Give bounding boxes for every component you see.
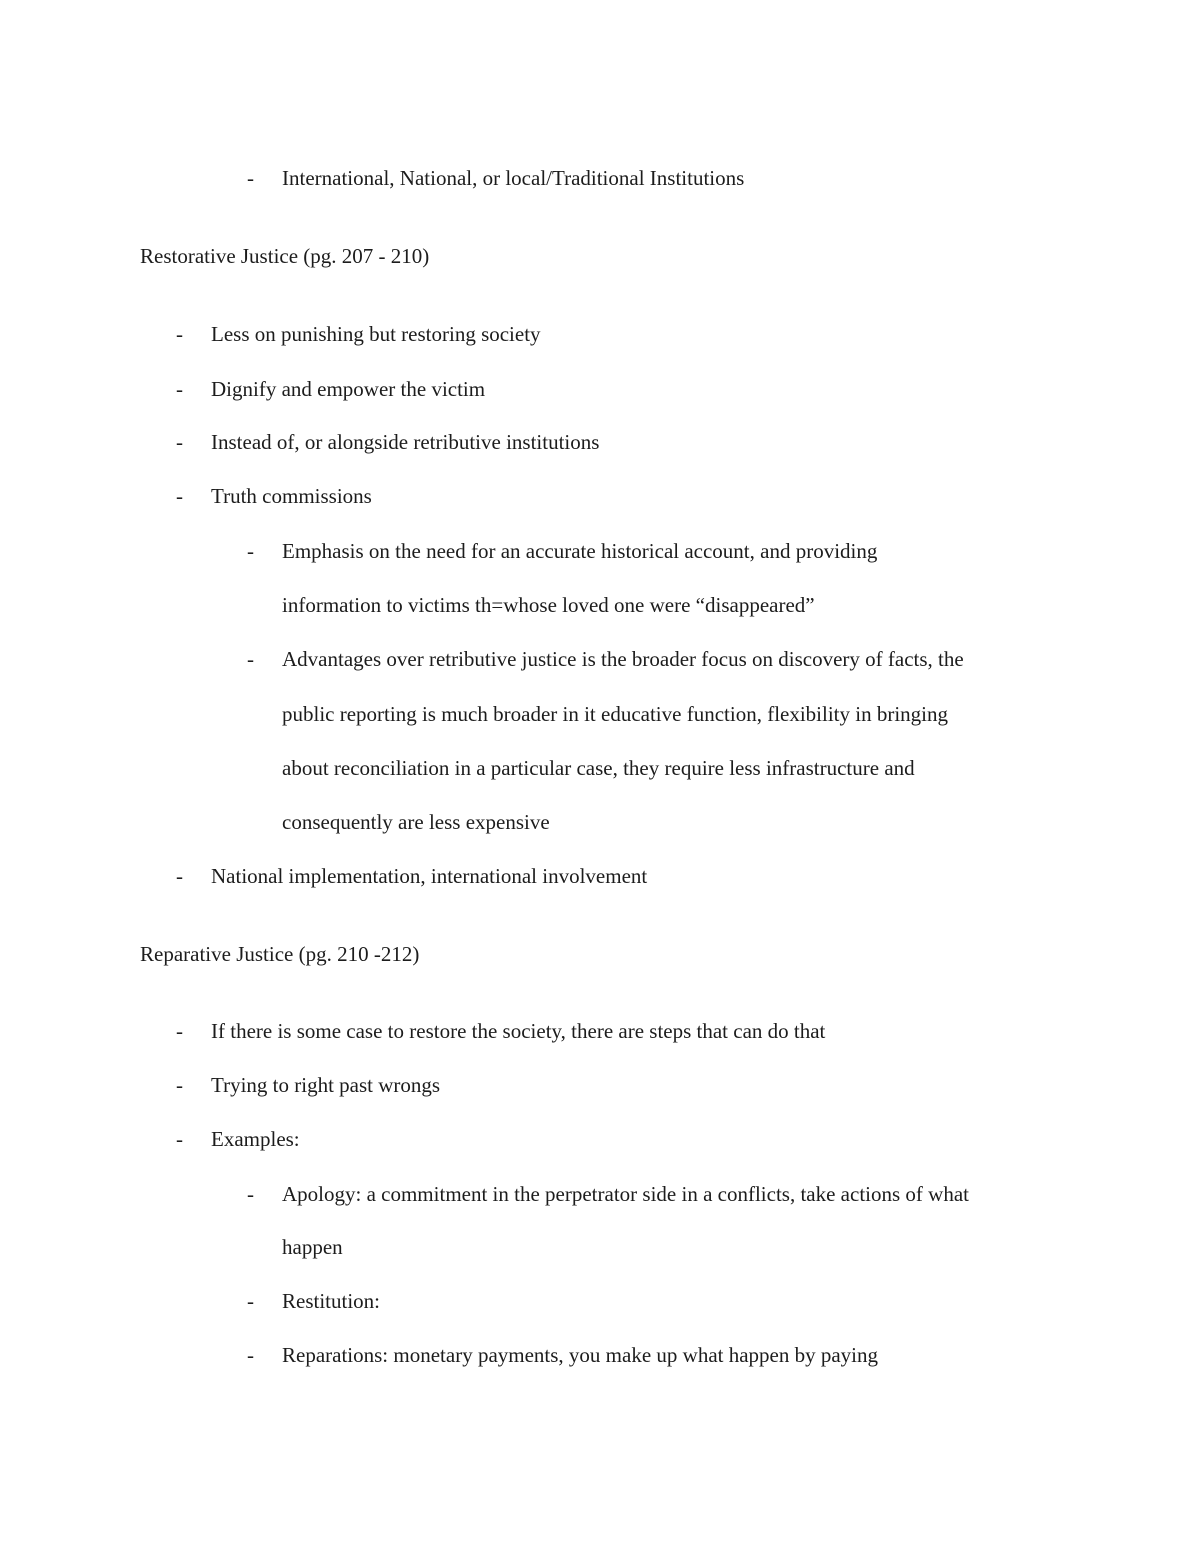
sub-bullet-text-line: information to victims th=whose loved one were “disappeared” bbox=[282, 593, 815, 617]
bullet-dash: - bbox=[176, 430, 183, 454]
bullet-dash: - bbox=[176, 864, 183, 888]
sub-bullet-text-line: public reporting is much broader in it educative function, flexibility in bringing bbox=[282, 702, 949, 726]
sub-bullet-text-line: Advantages over retributive justice is the broader focus on discovery of facts, the bbox=[282, 647, 964, 671]
sub-bullet-dash: - bbox=[247, 1289, 254, 1313]
bullet-dash: - bbox=[176, 322, 183, 346]
sub-bullet-text-line: about reconciliation in a particular case, they require less infrastructure and bbox=[282, 756, 915, 780]
sub-bullet-text-line: happen bbox=[282, 1235, 343, 1259]
sub-bullet-dash: - bbox=[247, 647, 254, 671]
bullet-text: Truth commissions bbox=[211, 484, 372, 508]
sub-bullet-dash: - bbox=[247, 1182, 254, 1206]
sub-bullet-text-line: consequently are less expensive bbox=[282, 810, 550, 834]
section-heading-restorative: Restorative Justice (pg. 207 - 210) bbox=[140, 244, 430, 268]
bullet-text: Dignify and empower the victim bbox=[211, 377, 486, 401]
bullet-text: International, National, or local/Traditional Institutions bbox=[282, 166, 745, 190]
sub-bullet-text: Reparations: monetary payments, you make up what happen by paying bbox=[282, 1343, 879, 1367]
section-heading-reparative: Reparative Justice (pg. 210 -212) bbox=[140, 942, 420, 966]
sub-bullet-text: Restitution: bbox=[282, 1289, 381, 1313]
bullet-dash: - bbox=[176, 377, 183, 401]
bullet-text: Instead of, or alongside retributive institutions bbox=[211, 430, 600, 454]
sub-bullet-dash: - bbox=[247, 539, 254, 563]
bullet-text: Examples: bbox=[211, 1127, 300, 1151]
bullet-text: If there is some case to restore the society, there are steps that can do that bbox=[211, 1019, 826, 1043]
bullet-dash: - bbox=[176, 1073, 183, 1097]
bullet-dash: - bbox=[247, 166, 254, 190]
bullet-dash: - bbox=[176, 1127, 183, 1151]
sub-bullet-text-line: Apology: a commitment in the perpetrator side in a conflicts, take actions of what bbox=[282, 1182, 969, 1206]
bullet-dash: - bbox=[176, 484, 183, 508]
bullet-dash: - bbox=[176, 1019, 183, 1043]
sub-bullet-dash: - bbox=[247, 1343, 254, 1367]
sub-bullet-text-line: Emphasis on the need for an accurate historical account, and providing bbox=[282, 539, 878, 563]
bullet-text: Less on punishing but restoring society bbox=[211, 322, 541, 346]
bullet-text: Trying to right past wrongs bbox=[211, 1073, 441, 1097]
bullet-text: National implementation, international involvement bbox=[211, 864, 648, 888]
